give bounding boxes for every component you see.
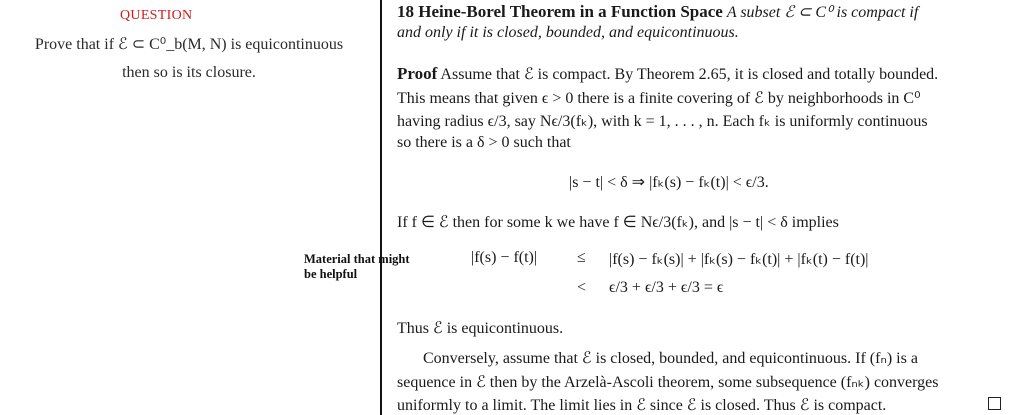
proof-line-8: sequence in ℰ then by the Arzelà-Ascoli theorem, some subsequence (fₙₖ) converges bbox=[397, 374, 939, 391]
equation-2-rel-1: ≤ bbox=[577, 249, 586, 266]
equation-2-right-1: |f(s) − fₖ(s)| + |fₖ(s) − fₖ(t)| + |fₖ(t) − f(t)| bbox=[609, 251, 869, 268]
question-line-2: then so is its closure. bbox=[122, 64, 256, 81]
proof-line-4: so there is a δ > 0 such that bbox=[397, 134, 571, 151]
proof-text-1: Assume that ℰ is compact. By Theorem 2.65, it is closed and totally bounded. bbox=[440, 66, 939, 83]
proof-line-5: If f ∈ ℰ then for some k we have f ∈ Nϵ/3(fₖ), and |s − t| < δ implies bbox=[397, 214, 839, 231]
equation-2-rel-2: < bbox=[577, 279, 587, 296]
proof-label: Proof bbox=[397, 64, 438, 83]
theorem-statement-1: A subset ℰ ⊂ C⁰ is compact if bbox=[726, 4, 919, 21]
equation-2-right-2: ϵ/3 + ϵ/3 + ϵ/3 = ϵ bbox=[609, 279, 724, 296]
theorem-statement-2: and only if it is closed, bounded, and equicontinuous. bbox=[397, 24, 739, 41]
theorem-heading bbox=[397, 2, 918, 22]
proof-line-3: having radius ϵ/3, say Nϵ/3(fₖ), with k = 1, . . . , n. Each fₖ is uniformly continuous bbox=[397, 113, 928, 130]
note-line-1: Material that might bbox=[304, 252, 410, 266]
column-divider bbox=[380, 0, 382, 415]
qed-box-icon bbox=[988, 397, 1001, 410]
proof-line-1 bbox=[397, 64, 938, 84]
proof-line-2: This means that given ϵ > 0 there is a finite covering of ℰ by neighborhoods in C⁰ bbox=[397, 90, 921, 107]
proof-line-7: Conversely, assume that ℰ is closed, bounded, and equicontinuous. If (fₙ) is a bbox=[423, 350, 918, 367]
question-line-1: Prove that if ℰ ⊂ C⁰_b(M, N) is equicontinuous bbox=[34, 36, 344, 53]
helpful-material-note bbox=[304, 252, 410, 282]
question-label: QUESTION bbox=[120, 8, 193, 23]
proof-line-6: Thus ℰ is equicontinuous. bbox=[397, 320, 564, 337]
proof-line-9: uniformly to a limit. The limit lies in ℰ since ℰ is closed. Thus ℰ is compact. bbox=[397, 397, 887, 414]
theorem-title: 18 Heine-Borel Theorem in a Function Space bbox=[397, 2, 723, 21]
equation-2-left: |f(s) − f(t)| bbox=[471, 249, 538, 266]
note-line-2: be helpful bbox=[304, 267, 358, 281]
equation-1: |s − t| < δ ⇒ |fₖ(s) − fₖ(t)| < ϵ/3. bbox=[569, 174, 769, 191]
